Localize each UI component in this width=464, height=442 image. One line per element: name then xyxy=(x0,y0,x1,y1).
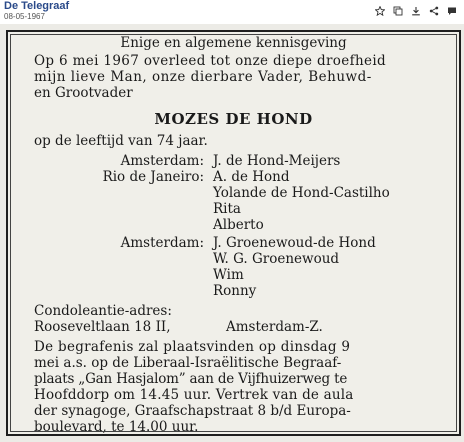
condolence-street: Rooseveltlaan 18 II, xyxy=(34,319,171,335)
funeral-line-5: der synagoge, Graafschapstraat 8 b/d Europa- xyxy=(34,403,351,419)
viewer-toolbar xyxy=(374,4,458,18)
family-name: Rita xyxy=(213,201,241,217)
family-name: Alberto xyxy=(213,217,264,233)
deceased-name: MOZES DE HOND xyxy=(154,110,313,128)
condolence-city: Amsterdam-Z. xyxy=(226,319,323,335)
clip-button[interactable] xyxy=(392,5,404,17)
family-name: W. G. Groenewoud xyxy=(213,251,340,267)
family-name: Wim xyxy=(213,267,244,283)
family-name: J. de Hond-Meijers xyxy=(213,153,341,169)
funeral-line-3: plaats „Gan Hasjalom” aan de Vijfhuizerweg te xyxy=(34,371,348,387)
intro-line-3: en Grootvader xyxy=(34,85,133,101)
publication-title[interactable]: De Telegraaf xyxy=(4,0,70,12)
intro-line-1: Op 6 mei 1967 overleed tot onze diepe droefheid xyxy=(34,53,387,69)
comment-icon xyxy=(447,6,457,16)
funeral-line-4: Hoofddorp om 14.45 uur. Vertrek van de aula xyxy=(34,387,354,403)
family-name: Ronny xyxy=(213,283,257,299)
share-icon xyxy=(429,6,439,16)
family-name: A. de Hond xyxy=(213,169,290,185)
comment-button[interactable] xyxy=(446,5,458,17)
favorite-button[interactable] xyxy=(374,5,386,17)
publication-date: 08-05-1967 xyxy=(4,12,45,21)
family-name: J. Groenewoud-de Hond xyxy=(213,235,376,251)
family-name: Yolande de Hond-Castilho xyxy=(213,185,390,201)
condolence-label: Condoleantie-adres: xyxy=(34,303,172,319)
star-icon xyxy=(375,6,385,16)
share-button[interactable] xyxy=(428,5,440,17)
family-place-2: Rio de Janeiro: xyxy=(102,169,204,185)
newspaper-clipping xyxy=(0,24,464,442)
family-place-1: Amsterdam: xyxy=(120,153,204,169)
funeral-line-1: De begrafenis zal plaatsvinden op dinsdag 9 xyxy=(34,339,351,355)
intro-line-2: mijn lieve Man, onze dierbare Vader, Behuwd- xyxy=(34,69,372,85)
funeral-line-6: boulevard, te 14.00 uur. xyxy=(34,419,199,435)
layers-icon xyxy=(393,6,403,16)
family-place-3: Amsterdam: xyxy=(120,235,204,251)
viewer-header xyxy=(0,0,464,24)
funeral-line-2: mei a.s. op de Liberaal-Israëlitische Begraaf- xyxy=(34,355,342,371)
notice-heading: Enige en algemene kennisgeving xyxy=(120,35,347,51)
download-icon xyxy=(411,6,421,16)
download-button[interactable] xyxy=(410,5,422,17)
notice-frame xyxy=(6,30,461,436)
age-line: op de leeftijd van 74 jaar. xyxy=(34,133,208,149)
